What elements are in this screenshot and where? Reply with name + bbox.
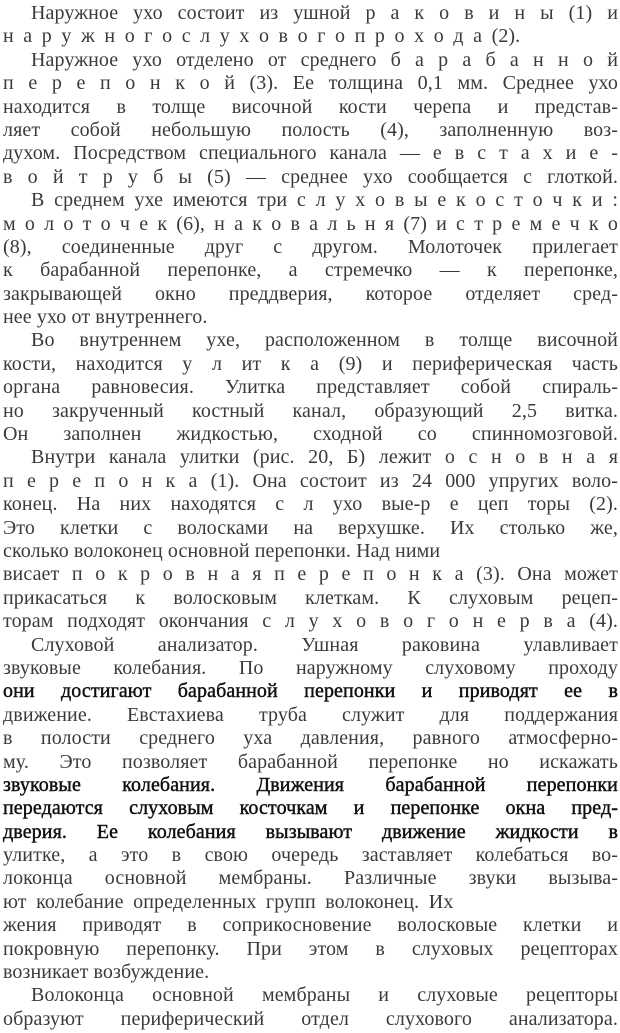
- text-line: покровную перепонку. При этом в слуховых рецепторах: [3, 937, 618, 960]
- text-line: жения приводят в соприкосновение волосковые клетки и: [3, 914, 618, 937]
- text-line: висает п о к р о в н а я п е р е п о н к а (3). Она может: [3, 563, 618, 586]
- text-line: м о л о т о ч е к (6), н а к о в а л ь н я (7) и с т р е м е ч к о: [3, 212, 618, 235]
- text-line: торам подходят окончания с л у х о в о г о н е р в а (4).: [3, 610, 618, 633]
- text-line: находится в толще височной кости черепа и представ-: [3, 95, 618, 118]
- text-line: органа равновесия. Улитка представляет собой спираль-: [3, 376, 618, 399]
- text-line: они достигают барабанной перепонки и приводят ее в: [3, 680, 618, 703]
- text-line: кости, находится у л ит к а (9) и периферическая часть: [3, 352, 618, 375]
- text-line: нее ухо от внутреннего.: [3, 306, 208, 329]
- text-line: му. Это позволяет барабанной перепонке но искажать: [3, 750, 618, 773]
- text-line: дверия. Ее колебания вызывают движение жидкости в: [3, 820, 618, 843]
- text-line: к барабанной перепонке, а стремечко — к перепонке,: [3, 259, 618, 282]
- text-line: закрывающей окно преддверия, которое отделяет сред-: [3, 282, 618, 305]
- text-line: улитке, а это в свою очередь заставляет колебаться во-: [3, 844, 618, 867]
- text-line: Наружное ухо отделено от среднего б а р а б а н н о й: [31, 48, 618, 71]
- text-line: Наружное ухо состоит из ушной р а к о в и н ы (1) и: [31, 2, 618, 24]
- text-line: образуют периферический отдел слухового анализатора.: [3, 1007, 618, 1030]
- text-line: но закрученный костный канал, образующий 2,5 витка.: [3, 399, 618, 422]
- text-line: движение. Евстахиева труба служит для поддержания: [3, 703, 618, 726]
- text-line: звуковые колебания. По наружному слуховому проходу: [3, 656, 618, 679]
- text-line: Это клетки с волосками на верхушке. Их столько же,: [3, 516, 618, 539]
- text-line: в полости среднего уха давления, равного атмосферно-: [3, 727, 618, 750]
- text-line: Внутри канала улитки (рис. 20, Б) лежит о с н о в н а я: [31, 446, 618, 469]
- text-line: сколько волоконец основной перепонки. Над ними: [3, 539, 441, 562]
- text-line: возникает возбуждение.: [3, 961, 210, 984]
- text-line: п е р е п о н к о й (3). Ее толщина 0,1 мм. Среднее ухо: [3, 72, 618, 95]
- text-line: ляет собой небольшую полость (4), заполненную воз-: [3, 118, 618, 141]
- text-line: Во внутреннем ухе, расположенном в толще височной: [31, 329, 618, 352]
- text-line: духом. Посредством специального канала — е в с т а х и е -: [3, 142, 618, 165]
- text-line: звуковые колебания. Движения барабанной перепонки: [3, 773, 618, 796]
- text-line: передаются слуховым косточкам и перепонке окна пред-: [3, 797, 618, 820]
- text-line: конец. На них находятся с л ухо вые-р е цеп торы (2).: [3, 493, 618, 516]
- text-line: п е р е п о н к а (1). Она состоит из 24 000 упругих воло-: [3, 469, 618, 492]
- text-line: прикасаться к волосковым клеткам. К слуховым рецеп-: [3, 586, 618, 609]
- text-line: локонца основной мембраны. Различные звуки вызыва-: [3, 867, 618, 890]
- text-line: н а р у ж н о г о с л у х о в о г о п р о х о д а (2).: [3, 25, 521, 48]
- text-line: ют колебание определенных групп волоконец. Их: [3, 890, 454, 913]
- text-line: Слуховой анализатор. Ушная раковина улавливает: [31, 633, 618, 656]
- text-line: Он заполнен жидкостью, сходной со спинномозговой.: [3, 423, 618, 446]
- text-line: в о й т р у б ы (5) — среднее ухо сообщается с глоткой.: [3, 165, 618, 188]
- text-line: В среднем ухе имеются три с л у х о в ы е к о с т о ч к и :: [31, 189, 618, 212]
- text-line: (8), соединенные друг с другом. Молоточек прилегает: [3, 235, 618, 258]
- text-line: Волоконца основной мембраны и слуховые рецепторы: [31, 984, 618, 1007]
